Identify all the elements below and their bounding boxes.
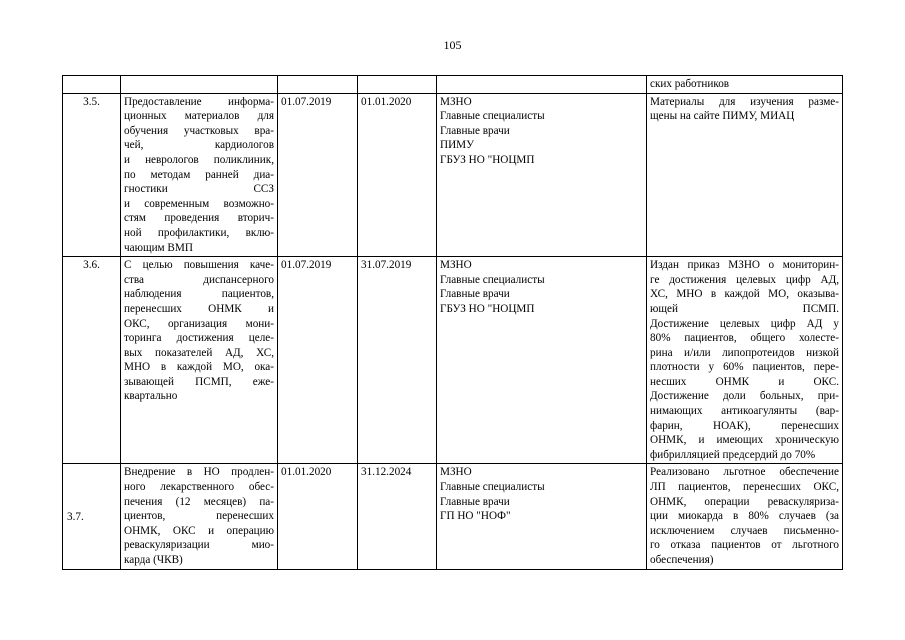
description-line: стям проведения вторич- xyxy=(124,212,274,225)
description-line: ства диспансерного xyxy=(124,273,274,286)
cell-result-tail: ских работников xyxy=(647,76,843,94)
description-line: ной профилактики, вклю- xyxy=(124,226,274,239)
end-date: 31.07.2019 xyxy=(358,257,437,464)
description-line: реваскуляризации мио- xyxy=(124,539,274,552)
description-line: чающим ВМП xyxy=(124,241,193,254)
row-number: 3.6. xyxy=(63,257,121,464)
description-line: и современным возможно- xyxy=(124,197,274,210)
description-line: ного лекарственного обес- xyxy=(124,481,274,494)
result-line: нимающих антикоагулянты (вар- xyxy=(650,405,839,418)
expected-result xyxy=(647,93,843,257)
result-line: Достижение целевых цифр АД у xyxy=(650,317,839,330)
responsible-item: Главные врачи xyxy=(440,495,510,508)
description-line: ОНМК, ОКС и операцию xyxy=(124,524,274,537)
start-date: 01.01.2020 xyxy=(278,464,358,570)
description-line: зывающей ПСМП, еже- xyxy=(124,375,274,388)
result-line: щены на сайте ПИМУ, МИАЦ xyxy=(650,110,795,123)
result-line: плотности у 60% пациентов, пере- xyxy=(650,361,839,374)
responsible-item: МЗНО xyxy=(440,466,472,479)
expected-result xyxy=(647,464,843,570)
row-number: 3.7. xyxy=(63,464,121,570)
description-line: циентов, перенесших xyxy=(124,510,274,523)
responsible-list xyxy=(437,93,647,257)
description-line: гностики ССЗ xyxy=(124,183,274,196)
responsible-item: Главные специалисты xyxy=(440,273,545,286)
end-date: 31.12.2024 xyxy=(358,464,437,570)
result-line: фибрилляцией предсердий до 70% xyxy=(650,448,816,461)
row-number: 3.5. xyxy=(63,93,121,257)
result-line: го отказа пациентов от льготного xyxy=(650,539,839,552)
end-date: 01.01.2020 xyxy=(358,93,437,257)
responsible-list xyxy=(437,464,647,570)
table-row xyxy=(63,93,843,257)
responsible-item: Главные врачи xyxy=(440,124,510,137)
responsible-item: МЗНО xyxy=(440,259,472,272)
result-line: исключением случаев письменно- xyxy=(650,524,839,537)
measure-description xyxy=(121,93,278,257)
result-line: Материалы для изучения разме- xyxy=(650,95,839,108)
result-line: обеспечения) xyxy=(650,554,714,566)
description-line: ОКС, организация мони- xyxy=(124,317,274,330)
result-line: 80% пациентов, общего холесте- xyxy=(650,332,839,345)
description-line: печения (12 месяцев) па- xyxy=(124,495,274,508)
description-line: Предоставление информа- xyxy=(124,95,274,108)
description-line: МНО в каждой МО, ока- xyxy=(124,361,274,374)
description-line: С целью повышения каче- xyxy=(124,259,274,272)
measures-table xyxy=(62,75,843,570)
cell-start-empty xyxy=(278,76,358,94)
responsible-item: ПИМУ xyxy=(440,139,475,152)
result-line: рина и/или липопротеидов низкой xyxy=(650,346,839,359)
responsible-item: Главные врачи xyxy=(440,288,510,301)
page-number: 105 xyxy=(443,38,462,52)
responsible-item: Главные специалисты xyxy=(440,110,545,123)
table-row xyxy=(63,464,843,570)
start-date: 01.07.2019 xyxy=(278,257,358,464)
responsible-item: Главные специалисты xyxy=(440,481,545,494)
table-row-continued xyxy=(63,76,843,94)
description-line: обучения участковых вра- xyxy=(124,124,274,137)
result-line: Реализовано льготное обеспечение xyxy=(650,466,839,479)
responsible-item: МЗНО xyxy=(440,95,472,108)
table-row xyxy=(63,257,843,464)
result-line: фарин, НОАК), перенесших xyxy=(650,419,839,432)
description-line: перенесших ОНМК и xyxy=(124,302,274,315)
result-line: ции миокарда в 80% случаев (за xyxy=(650,510,839,523)
description-line: квартально xyxy=(124,390,178,403)
cell-num-empty xyxy=(63,76,121,94)
cell-end-empty xyxy=(358,76,437,94)
result-line: ге достижения целевых цифр АД, xyxy=(650,273,839,286)
result-line: ОНМК, операции реваскуляриза- xyxy=(650,495,839,508)
measure-description xyxy=(121,257,278,464)
description-line: карда (ЧКВ) xyxy=(124,554,183,566)
description-line: наблюдения пациентов, xyxy=(124,288,274,301)
description-line: и неврологов поликлиник, xyxy=(124,153,274,166)
result-line: ОНМК, и имеющих хроническую xyxy=(650,434,839,447)
description-line: чей, кардиологов xyxy=(124,139,274,152)
description-line: вых показателей АД, ХС, xyxy=(124,346,274,359)
expected-result xyxy=(647,257,843,464)
cell-desc-empty xyxy=(121,76,278,94)
result-line: ХС, МНО в каждой МО, оказыва- xyxy=(650,288,839,301)
description-line: по методам ранней диа- xyxy=(124,168,274,181)
result-line: Достижение доли больных, при- xyxy=(650,390,839,403)
result-line: несших ОНМК и ОКС. xyxy=(650,375,839,388)
start-date: 01.07.2019 xyxy=(278,93,358,257)
description-line: ционных материалов для xyxy=(124,110,274,123)
result-line: ЛП пациентов, перенесших ОКС, xyxy=(650,481,839,494)
responsible-item: ГБУЗ НО "НОЦМП xyxy=(440,153,535,166)
responsible-item: ГБУЗ НО "НОЦМП xyxy=(440,302,535,315)
responsible-item: ГП НО "НОФ" xyxy=(440,510,511,523)
cell-resp-empty xyxy=(437,76,647,94)
result-line: ющей ПСМП. xyxy=(650,302,839,315)
responsible-list xyxy=(437,257,647,464)
result-line: Издан приказ МЗНО о мониторин- xyxy=(650,259,839,272)
measure-description xyxy=(121,464,278,570)
description-line: торинга достижения целе- xyxy=(124,332,274,345)
description-line: Внедрение в НО продлен- xyxy=(124,466,274,479)
